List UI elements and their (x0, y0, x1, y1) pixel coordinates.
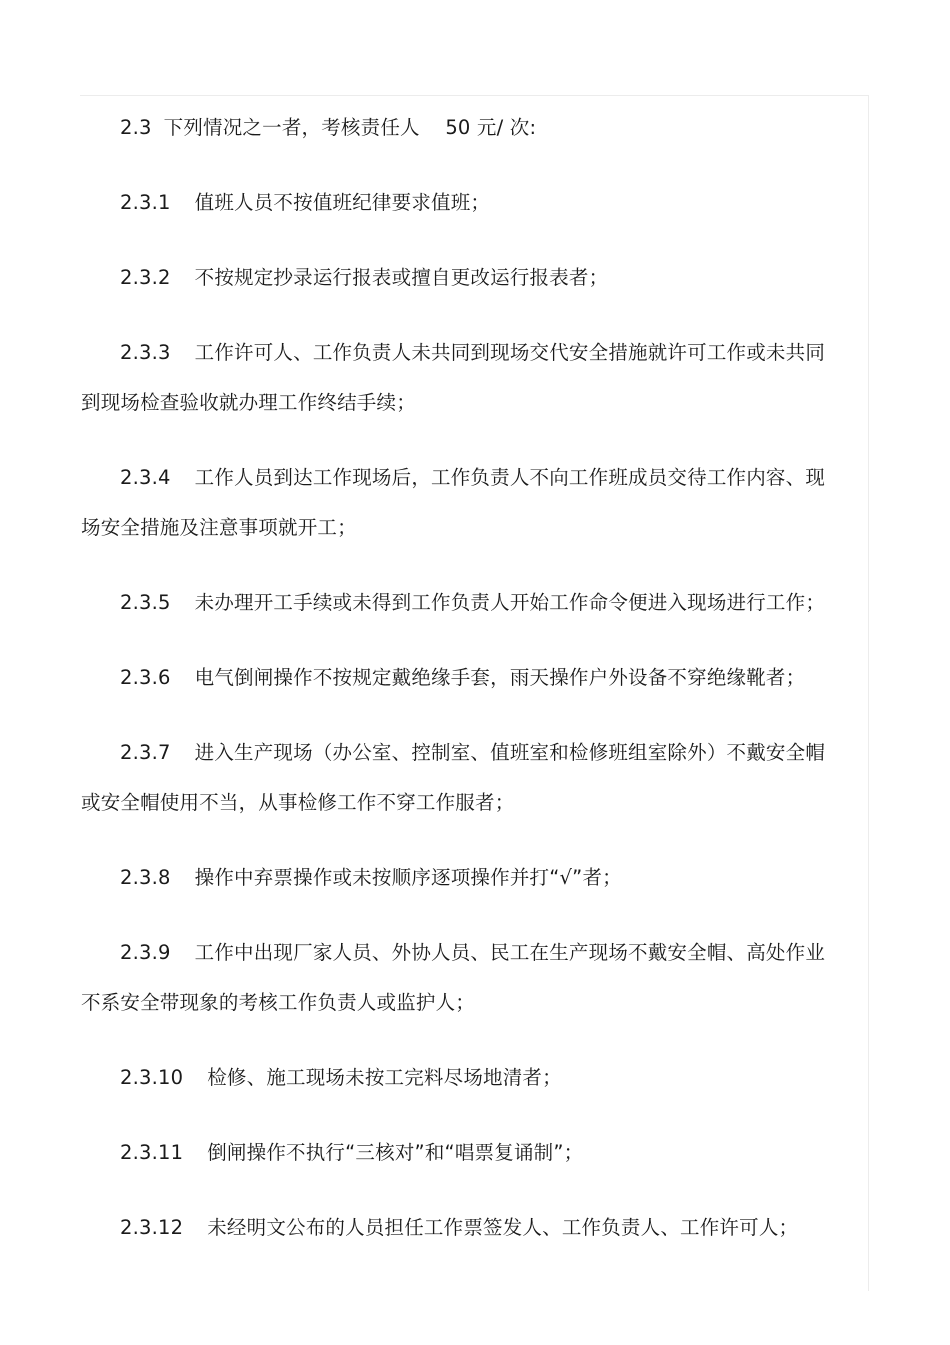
clause-number: 2.3.9 (120, 941, 171, 964)
clause-2-3-9 (81, 928, 835, 1028)
clause-number: 2.3.8 (120, 866, 171, 889)
clause-text: 工作许可人、工作负责人未共同到现场交代安全措施就许可工作或未共同到现场检查验收就办理工作终结手续； (81, 341, 826, 414)
clause-number: 2.3.10 (120, 1066, 184, 1089)
clause-text: 进入生产现场（办公室、控制室、值班室和检修班组室除外）不戴安全帽或安全帽使用不当，从事检修工作不穿工作服者； (81, 741, 826, 814)
document-body (81, 103, 835, 1278)
clause-text: 未经明文公布的人员担任工作票签发人、工作负责人、工作许可人； (207, 1216, 799, 1239)
clause-number: 2.3.4 (120, 466, 171, 489)
clause-text: 不按规定抄录运行报表或擅自更改运行报表者； (194, 266, 609, 289)
clause-number: 2.3.12 (120, 1216, 184, 1239)
clause-2-3-8 (81, 853, 835, 903)
clause-number: 2.3.7 (120, 741, 171, 764)
clause-text: 工作人员到达工作现场后，工作负责人不向工作班成员交待工作内容、现场安全措施及注意事项就开工； (81, 466, 826, 539)
clause-2-3-5 (81, 578, 835, 628)
clause-number: 2.3.2 (120, 266, 171, 289)
clause-2-3-2 (81, 253, 835, 303)
clause-text: 值班人员不按值班纪律要求值班； (194, 191, 491, 214)
clause-number: 2.3.3 (120, 341, 171, 364)
clause-number: 2.3.1 (120, 191, 171, 214)
clause-2-3 (81, 103, 835, 153)
clause-text: 未办理开工手续或未得到工作负责人开始工作命令便进入现场进行工作； (194, 591, 826, 614)
clause-number: 2.3.6 (120, 666, 171, 689)
clause-text: 操作中弃票操作或未按顺序逐项操作并打“√”者； (194, 866, 622, 889)
clause-text: 倒闸操作不执行“三核对”和“唱票复诵制”； (207, 1141, 584, 1164)
clause-2-3-4 (81, 453, 835, 553)
clause-2-3-11 (81, 1128, 835, 1178)
clause-number: 2.3 (120, 116, 152, 139)
clause-text: 电气倒闸操作不按规定戴绝缘手套，雨天操作户外设备不穿绝缘靴者； (194, 666, 806, 689)
clause-2-3-10 (81, 1053, 835, 1103)
clause-2-3-7 (81, 728, 835, 828)
clause-2-3-3 (81, 328, 835, 428)
clause-text: 工作中出现厂家人员、外协人员、民工在生产现场不戴安全帽、高处作业不系安全带现象的考核工作负责人或监护人； (81, 941, 826, 1014)
clause-2-3-12 (81, 1203, 835, 1253)
clause-2-3-1 (81, 178, 835, 228)
clause-2-3-6 (81, 653, 835, 703)
clause-number: 2.3.5 (120, 591, 171, 614)
clause-number: 2.3.11 (120, 1141, 184, 1164)
clause-text: 检修、施工现场未按工完料尽场地清者； (207, 1066, 562, 1089)
clause-text: 下列情况之一者，考核责任人 50 元/ 次: (163, 116, 537, 139)
